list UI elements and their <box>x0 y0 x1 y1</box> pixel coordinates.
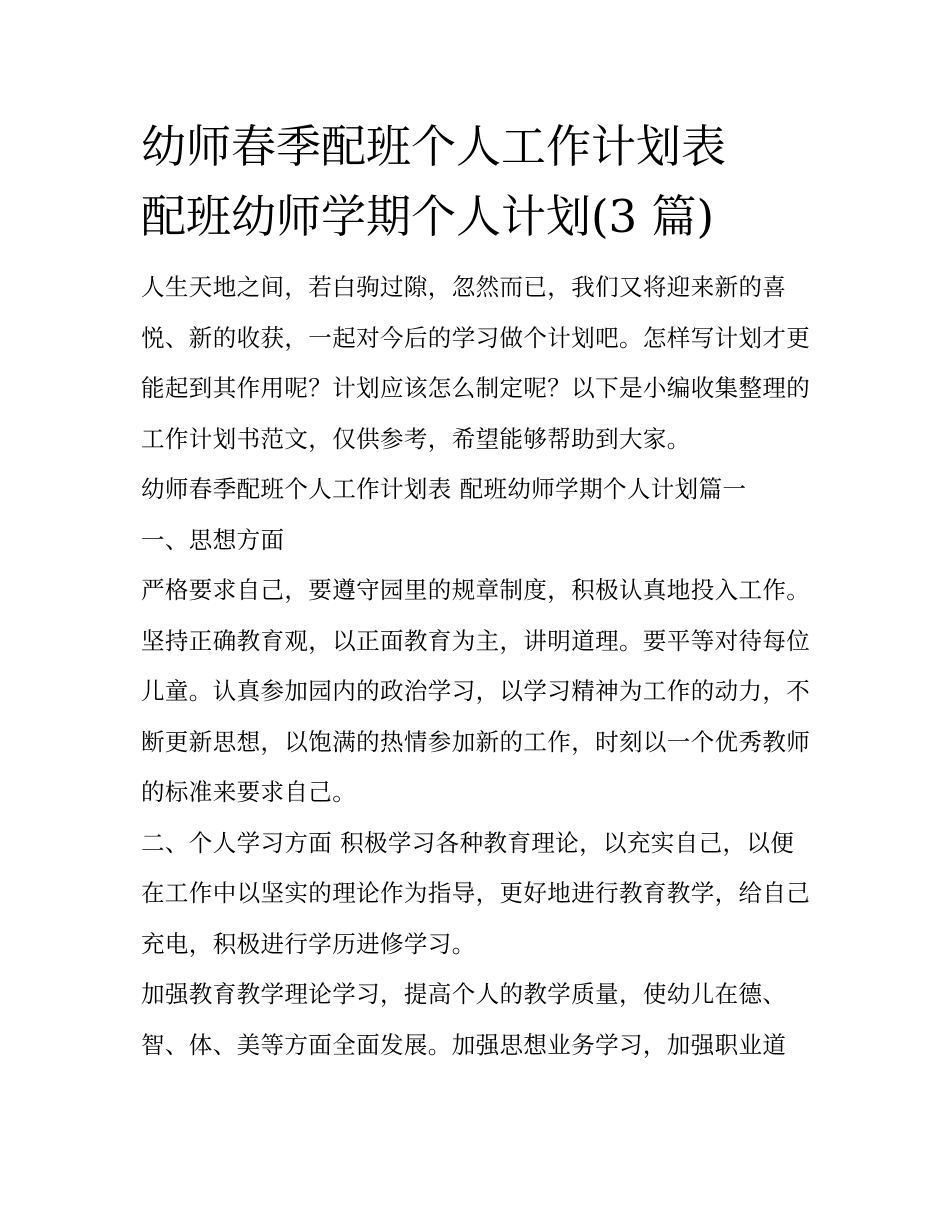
document-paragraphs <box>141 262 816 1070</box>
document-title <box>141 112 816 252</box>
title-line-1: 幼师春季配班个人工作计划表 <box>141 120 727 173</box>
section-heading-part-one: 幼师春季配班个人工作计划表 配班幼师学期个人计划篇一 <box>141 475 747 503</box>
intro-paragraph: 人生天地之间，若白驹过隙，忽然而已，我们又将迎来新的喜悦、新的收获，一起对今后的学习做个计划吧。怎样写计划才更能起到其作用呢？计划应该怎么制定呢？以下是小编收集整理的工作计划书范文，仅供参考，希望能够帮助到大家。 <box>141 273 811 453</box>
title-line-2: 配班幼师学期个人计划(3 篇) <box>141 190 715 243</box>
paragraph-teaching-theory: 加强教育教学理论学习，提高个人的教学质量，使幼儿在德、智、体、美等方面全面发展。加强思想业务学习，加强职业道 <box>141 980 787 1059</box>
subheading-thought: 一、思想方面 <box>141 525 285 554</box>
paragraph-personal-study: 二、个人学习方面 积极学习各种教育理论，以充实自己，以便在工作中以坚实的理论作为指导，更好地进行教育教学，给自己充电，积极进行学历进修学习。 <box>141 828 811 958</box>
paragraph-thought: 严格要求自己，要遵守园里的规章制度，积极认真地投入工作。坚持正确教育观，以正面教育为主，讲明道理。要平等对待每位儿童。认真参加园内的政治学习，以学习精神为工作的动力，不断更新思想，以饱满的热情参加新的工作，时刻以一个优秀教师的标准来要求自己。 <box>141 576 811 806</box>
document-body <box>141 112 816 1070</box>
